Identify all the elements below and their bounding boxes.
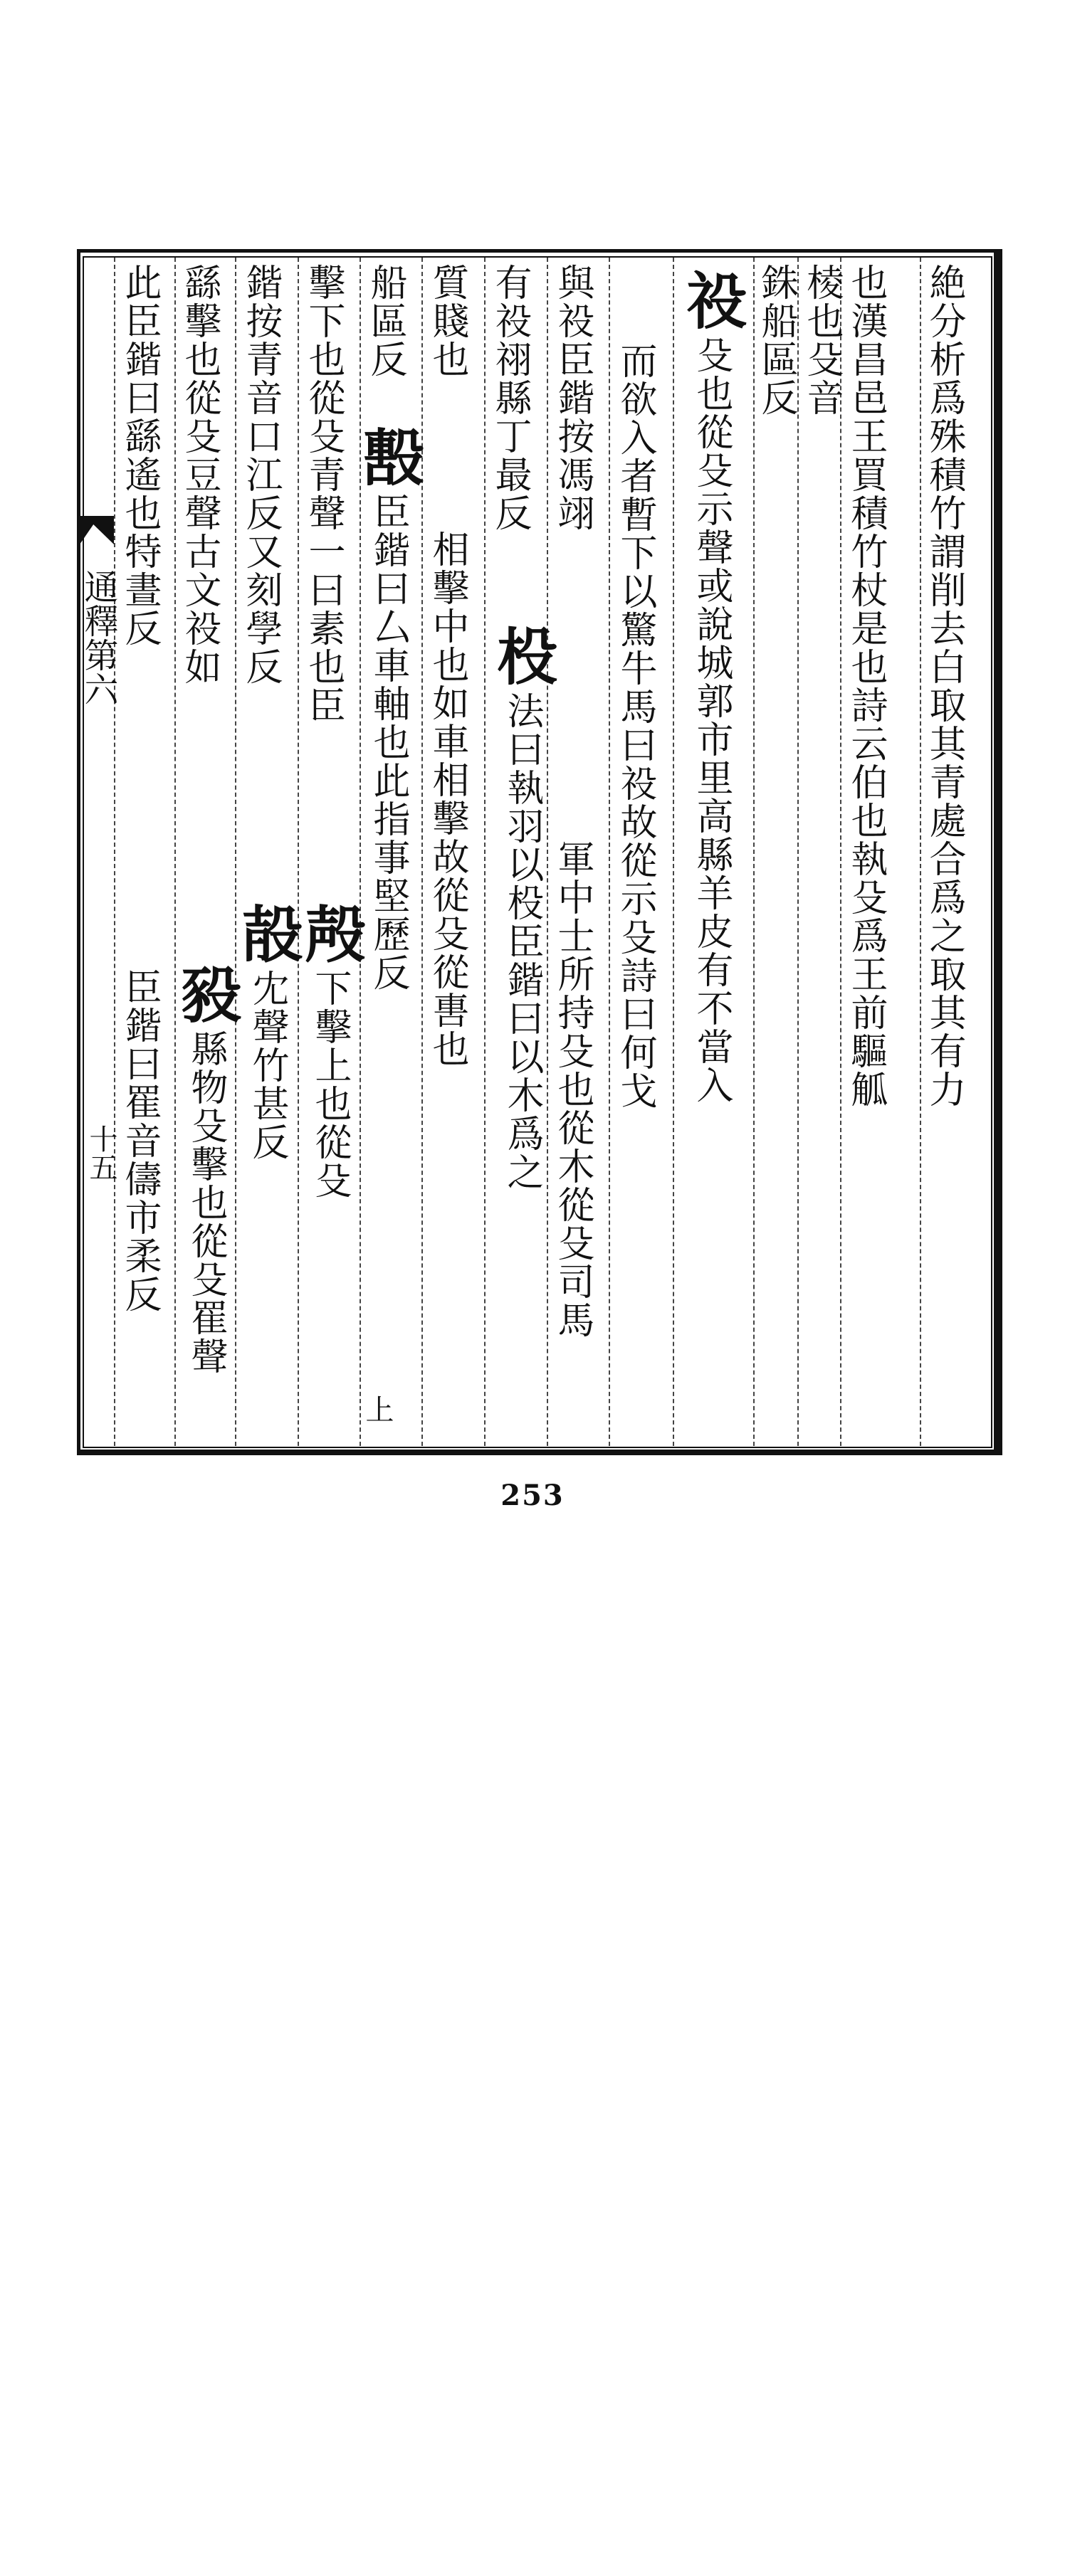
column-divider [840, 258, 841, 1446]
text-column: 棱也殳音 [800, 263, 843, 417]
text-column: 而欲入者暫下以驚牛馬曰祋故從示殳詩曰何戈 [614, 342, 656, 1110]
column-divider [753, 258, 755, 1446]
margin-leaf-number: 十五 [85, 1124, 117, 1181]
seal-character: 豛 [170, 963, 242, 1024]
column-divider [673, 258, 674, 1446]
small-char: 上 [361, 1395, 394, 1425]
column-divider [609, 258, 610, 1446]
entry-column [486, 619, 558, 1800]
entry-text: 殳也從殳示聲或說城郭市里高縣羊皮有不當入 [690, 336, 733, 1104]
column-divider [484, 258, 486, 1446]
seal-character: 㱿 [231, 902, 303, 964]
text-column: 質賤也 [426, 263, 468, 379]
page-number: 253 [500, 1479, 565, 1512]
text-column: 擊下也從殳青聲一曰素也臣 [302, 263, 345, 724]
entry-text: 法曰執羽以杸臣鍇曰以木爲之 [500, 692, 543, 1191]
seal-character: 杸 [486, 625, 558, 686]
text-column: 繇擊也從殳豆聲古文祋如 [178, 263, 221, 686]
entry-text: 下擊上也從殳 [308, 969, 351, 1200]
column-divider [920, 258, 921, 1446]
entry-column [170, 957, 242, 2138]
column-divider [114, 258, 115, 1446]
text-column: 相擊中也如車相擊故從殳從軎也 [426, 530, 468, 1068]
entry-text: 臣鍇曰厶車軸也此指事堅歷反 [367, 492, 409, 992]
text-column: 此臣鍇曰繇遙也特晝反 [118, 263, 161, 648]
column-divider [797, 258, 799, 1446]
text-column: 有祋祤縣丁最反 [488, 263, 531, 532]
text-column: 絶分析爲殊積竹謂削去白取其青處合爲之取其有力 [923, 263, 965, 1109]
seal-character: 祋 [676, 269, 747, 330]
entry-text: 縣物殳擊也從殳䍜聲 [184, 1030, 227, 1376]
seal-character: 殸 [294, 902, 366, 964]
text-column: 鍇按青音口江反又刻學反 [239, 263, 282, 686]
text-column: 軍中士所持殳也從木從殳司馬 [551, 840, 594, 1339]
margin-title: 通釋第六 [78, 569, 118, 706]
text-column: 船區反 [364, 263, 406, 379]
text-column: 臣鍇曰䍜音儔市柔反 [118, 968, 161, 1314]
entry-column [676, 263, 747, 1445]
entry-text: 冘聲竹甚反 [246, 969, 288, 1161]
text-column: 與祋臣鍇按馮翊 [551, 263, 594, 532]
seal-character: 毄 [352, 426, 424, 487]
text-column: 銖船區反 [755, 263, 797, 417]
text-column: 也漢昌邑王買積竹杖是也詩云伯也執殳爲王前驅觚 [844, 263, 887, 1109]
